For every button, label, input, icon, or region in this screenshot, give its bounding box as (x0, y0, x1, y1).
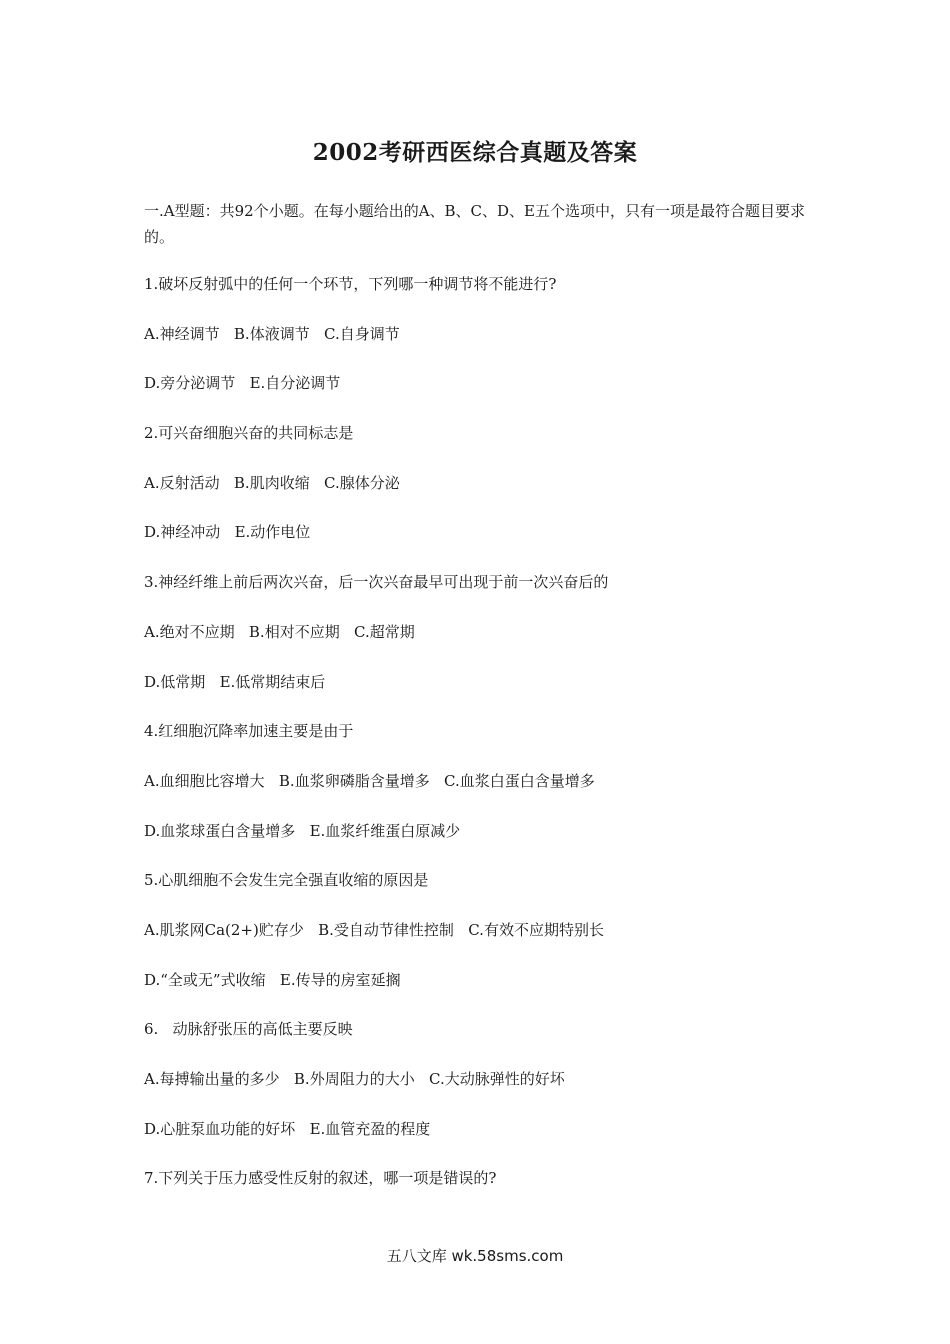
question-4-options-b: D.血浆球蛋白含量增多 E.血浆纤维蛋白原减少 (144, 821, 461, 840)
question-5-options-a: A.肌浆网Ca(2+)贮存少 B.受自动节律性控制 C.有效不应期特别长 (144, 920, 604, 939)
document-title: 2002考研西医综合真题及答案 (312, 139, 638, 166)
question-5-options-b: D.“全或无”式收缩 E.传导的房室延搁 (144, 970, 401, 989)
question-3: 3.神经纤维上前后两次兴奋，后一次兴奋最早可出现于前一次兴奋后的 (144, 573, 609, 592)
question-6-options-b: D.心脏泵血功能的好坏 E.血管充盈的程度 (144, 1119, 431, 1138)
question-2-options-a: A.反射活动 B.肌肉收缩 C.腺体分泌 (144, 473, 400, 492)
page-footer: 五八文库 wk.58sms.com (386, 1247, 564, 1265)
question-4-options-a: A.血细胞比容增大 B.血浆卵磷脂含量增多 C.血浆白蛋白含量增多 (144, 771, 595, 790)
question-6: 6. 动脉舒张压的高低主要反映 (144, 1020, 353, 1039)
question-3-options-a: A.绝对不应期 B.相对不应期 C.超常期 (144, 622, 415, 641)
question-1: 1.破坏反射弧中的任何一个环节，下列哪一种调节将不能进行? (144, 275, 557, 293)
question-5: 5.心肌细胞不会发生完全强直收缩的原因是 (144, 871, 429, 890)
section-intro: 一.A型题：共92个小题。在每小题给出的A、B、C、D、E五个选项中，只有一项是最符合题目要求的。 (144, 202, 806, 246)
document-body (144, 198, 814, 1216)
question-1-options-a: A.神经调节 B.体液调节 C.自身调节 (144, 324, 400, 343)
question-1-options-b: D.旁分泌调节 E.自分泌调节 (144, 374, 341, 393)
question-7: 7.下列关于压力感受性反射的叙述，哪一项是错误的? (144, 1169, 497, 1188)
question-2: 2.可兴奋细胞兴奋的共同标志是 (144, 424, 354, 443)
question-3-options-b: D.低常期 E.低常期结束后 (144, 672, 326, 691)
question-4: 4.红细胞沉降率加速主要是由于 (144, 722, 354, 741)
question-6-options-a: A.每搏输出量的多少 B.外周阻力的大小 C.大动脉弹性的好坏 (144, 1070, 565, 1088)
question-2-options-b: D.神经冲动 E.动作电位 (144, 523, 311, 542)
